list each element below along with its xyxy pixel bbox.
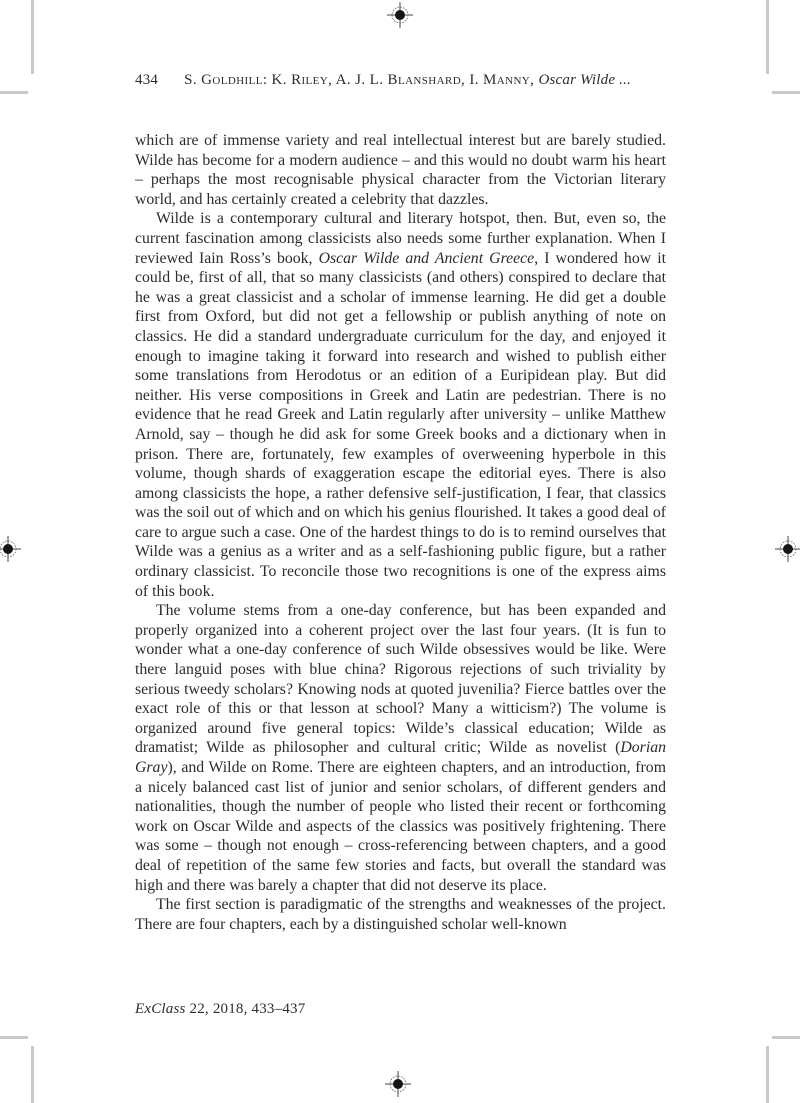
crop-mark-top-right-horizontal (772, 91, 800, 94)
crop-mark-bottom-right-horizontal (772, 1036, 800, 1039)
crop-mark-bottom-left-horizontal (0, 1036, 28, 1039)
running-header (135, 72, 675, 89)
page-number: 434 (135, 72, 159, 88)
registration-target-icon (775, 536, 800, 562)
registration-target-icon (0, 536, 21, 562)
footer-journal-citation: ExClass 22, 2018, 433–437 (135, 1001, 306, 1017)
registration-target-icon (385, 1071, 411, 1097)
crop-mark-bottom-right-vertical (766, 1046, 769, 1103)
body-paragraph: which are of immense variety and real intellectual interest but are barely studied. Wilde has become for a modern audience – and this would no doubt warm his heart – perhaps the most recognisable physical character from the Victorian literary world, and has certainly created a celebrity that dazzles. (135, 132, 666, 208)
registration-target-icon (387, 2, 413, 28)
crop-mark-top-left-vertical (31, 0, 34, 74)
body-paragraph: The first section is paradigmatic of the strengths and weaknesses of the project. There are four chapters, each by a distinguished scholar well-known (135, 896, 666, 933)
crop-mark-bottom-left-vertical (31, 1046, 34, 1103)
crop-mark-top-right-vertical (766, 0, 769, 74)
body-paragraph: Wilde is a contemporary cultural and literary hotspot, then. But, even so, the current fascination among classicists also needs some further explanation. When I reviewed Iain Ross’s book, Oscar Wilde and Ancient Greece, I wondered how it could be, first of all, that so many classicists (and others) conspired to declare that he was a great classicist and a scholar of immense learning. He did get a double first from Oxford, but did not get a fellowship or publish anything of note on classics. He did a standard undergraduate curriculum for the day, and enjoyed it enough to imagine taking it forward into research and wished to publish either some translations from Herodotus or an edition of a Euripidean play. But did neither. His verse compositions in Greek and Latin are pedestrian. There is no evidence that he read Greek and Latin regularly after university – unlike Matthew Arnold, say – though he did ask for some Greek books and a dictionary when in prison. There are, fortunately, few examples of overweening hyperbole in this volume, though shards of exaggeration escape the editorial eyes. There is also among classicists the hope, a rather defensive self-justification, I fear, that classics was the soil out of which and on which his genius flourished. It takes a good deal of care to argue such a case. One of the hardest things to do is to remind ourselves that Wilde was a genius as a writer and as a self-fashioning public figure, but a rather ordinary classicist. To reconcile those two recognitions is one of the express aims of this book. (135, 210, 666, 600)
crop-mark-top-left-horizontal (0, 91, 28, 94)
running-header-citation: S. Goldhill: K. Riley, A. J. L. Blanshard, I. Manny, Oscar Wilde ... (184, 72, 632, 88)
review-body-text (135, 131, 666, 934)
body-paragraph: The volume stems from a one-day conference, but has been expanded and properly organized into a coherent project over the last four years. (It is fun to wonder what a one-day conference of such Wilde obsessives would be like. Were there languid poses with blue china? Rigorous rejections of such triviality by serious tweedy scholars? Knowing nods at quoted juvenilia? Fierce battles over the exact role of this or that lesson at school? Many a witticism?) The volume is organized around five general topics: Wilde’s classical education; Wilde as dramatist; Wilde as philosopher and cultural critic; Wilde as novelist (Dorian Gray), and Wilde on Rome. There are eighteen chapters, and an introduction, from a nicely balanced cast list of junior and senior scholars, of different genders and nationalities, though the number of people who listed their recent or forthcoming work on Oscar Wilde and aspects of the classics was positively frightening. There was some – though not enough – cross-referencing between chapters, and a good deal of repetition of the same few stories and facts, but overall the standard was high and there was barely a chapter that did not deserve its place. (135, 602, 666, 894)
